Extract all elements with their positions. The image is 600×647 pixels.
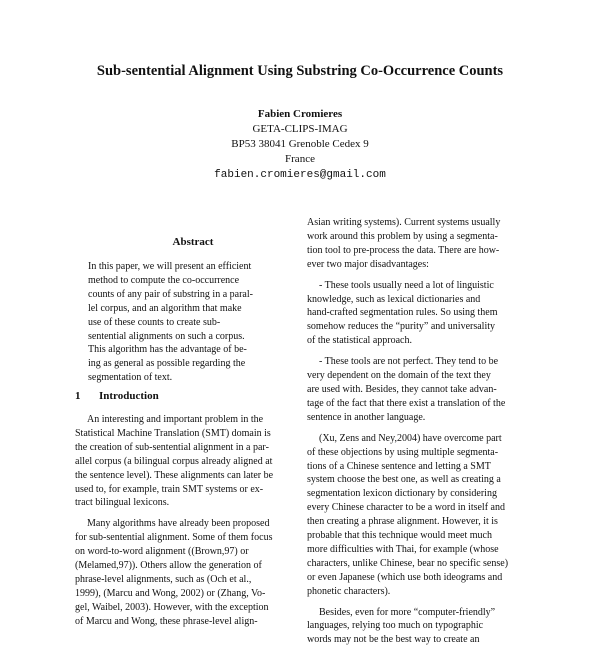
text-line: Asian writing systems). Current systems usually [307, 217, 501, 228]
text-line: knowledge, such as lexical dictionaries and [307, 293, 481, 305]
paragraph [307, 432, 529, 599]
text-line: or even Japanese (which use both ideograms and [307, 571, 503, 583]
abstract-line: segmentation of text. [88, 372, 173, 384]
paragraph [75, 413, 297, 510]
paragraph [307, 279, 529, 349]
text-line: of Marcu and Wong, these phrase-level align- [75, 615, 258, 627]
paragraph [307, 606, 529, 647]
text-line: tion tool to pre-process the data. There are how- [307, 244, 500, 256]
abstract-line: ing as general as possible regarding the [88, 358, 246, 370]
author-address: BP53 38041 Grenoble Cedex 9 [231, 138, 369, 150]
text-line: probable that this technique would meet much [307, 530, 492, 542]
text-line: phonetic characters). [307, 585, 391, 597]
section-title: Introduction [99, 390, 159, 402]
text-line: of the statistical approach. [307, 335, 412, 347]
text-line: work around this problem by using a segmenta- [307, 230, 498, 242]
text-line: then creating a phrase alignment. However, it is [307, 516, 498, 528]
left-column-text [75, 413, 297, 629]
abstract-line: method to compute the co-occurrence [88, 274, 240, 286]
text-line: Besides, even for more “computer-friendly” [319, 606, 496, 618]
text-line: phrase-level alignments, such as (Och et al., [75, 573, 252, 585]
abstract-heading: Abstract [172, 236, 214, 248]
text-line: very dependent on the domain of the text they [307, 370, 491, 382]
abstract-body [88, 260, 297, 385]
text-line: Many algorithms have already been proposed [87, 518, 270, 530]
text-line: Statistical Machine Translation (SMT) domain is [75, 427, 271, 439]
section-heading [75, 390, 159, 402]
text-line: system choose the best one, as well as creating a [307, 474, 501, 486]
abstract-line: sentential alignments on such a corpus. [88, 330, 245, 342]
text-line: are used with. Besides, they cannot take advan- [307, 383, 497, 395]
text-line: of these objections by using multiple segmenta- [307, 446, 499, 458]
text-line: tions of a Chinese sentence and letting a SMT [307, 460, 491, 472]
paragraph [307, 216, 529, 272]
abstract-line: lel corpus, and an algorithm that make [88, 302, 242, 314]
text-line: languages, relying too much on typographic [307, 620, 484, 632]
text-line: tract bilingual lexicons. [75, 497, 170, 509]
author-name: Fabien Cromieres [257, 108, 343, 120]
text-line: on word-to-word alignment ((Brown,97) or [75, 546, 249, 558]
text-line: An interesting and important problem in the [87, 414, 264, 425]
text-line: every Chinese character to be a word in itself and [307, 502, 505, 514]
paper-title: Sub-sentential Alignment Using Substring Co-Occurrence Counts [96, 63, 504, 79]
text-line: ever two major disadvantages: [307, 258, 429, 270]
section-number: 1 [75, 390, 81, 402]
text-line: segmentation lexicon dictionary by considering [307, 488, 497, 500]
text-line: - These tools usually need a lot of linguistic [319, 279, 494, 291]
text-line: characters, unlike Chinese, bear no specific sense) [307, 557, 509, 569]
text-line: used to, for example, train SMT systems or ex- [75, 483, 264, 495]
author-country: France [285, 153, 315, 165]
paragraph [75, 517, 297, 628]
text-line: gel, Waibel, 2003). However, with the exception [75, 601, 269, 613]
text-line: allel corpus (a bilingual corpus already aligned at [75, 455, 273, 467]
text-line: for sub-sentential alignment. Some of them focus [75, 532, 273, 544]
text-line: 1999), (Marcu and Wong, 2002) or (Zhang, Vo- [75, 587, 266, 599]
author-email: fabien.cromieres@gmail.com [214, 169, 386, 181]
text-line: somehow reduces the “purity” and universality [307, 321, 495, 333]
text-line: the creation of sub-sentential alignment in a par- [75, 441, 269, 453]
text-line: (Xu, Zens and Ney,2004) have overcome part [319, 432, 502, 444]
text-line: hand-crafted segmentation rules. So using them [307, 307, 498, 319]
text-line: sentence in another language. [307, 411, 426, 423]
text-line: words may not be the best way to create an [307, 634, 480, 646]
author-block [0, 107, 600, 183]
abstract-line: In this paper, we will present an efficient [88, 261, 252, 272]
paragraph [307, 355, 529, 425]
abstract-line: counts of any pair of substring in a paral- [88, 288, 253, 300]
text-line: tage of the fact that there exist a translation of the [307, 397, 506, 409]
abstract-line: use of these counts to create sub- [88, 316, 221, 328]
author-affiliation: GETA-CLIPS-IMAG [252, 123, 348, 135]
text-line: (Melamed,97)). Others allow the generation of [75, 560, 262, 572]
right-column-text [307, 216, 529, 647]
text-line: more difficulties with Thai, for example (whose [307, 543, 499, 555]
text-line: the sentence level). These alignments can later be [75, 469, 274, 481]
text-line: - These tools are not perfect. They tend to be [319, 356, 499, 368]
abstract-line: This algorithm has the advantage of be- [88, 344, 247, 356]
